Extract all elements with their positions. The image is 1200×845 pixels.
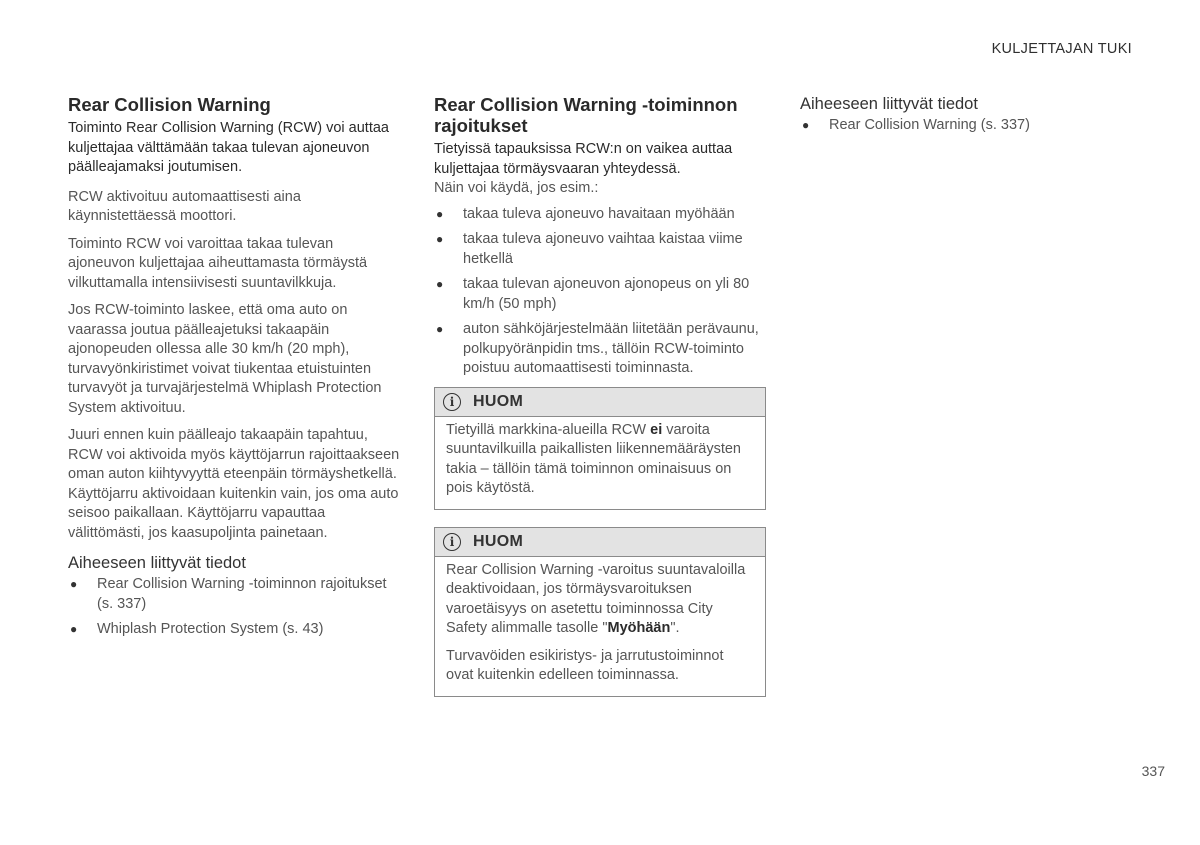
list-item-text: auton sähköjärjestelmään liitetään perävaunu, polkupyöränpidin tms., tällöin RCW-toiminto poistuu automaattisesti toiminnasta.: [463, 321, 759, 376]
related-link-text: Rear Collision Warning (s. 337): [829, 117, 1030, 133]
note-paragraph: [446, 561, 753, 639]
section-title: Rear Collision Warning: [68, 94, 271, 115]
bullet-icon: ●: [802, 118, 810, 132]
body-paragraph: Toiminto RCW voi varoittaa takaa tulevan ajoneuvon kuljettajaa aiheuttamasta törmäystä vilkuttamalla intensiivisesti suuntavilkkuja.: [68, 235, 368, 291]
note-body: [435, 557, 765, 696]
note-title: HUOM: [473, 392, 524, 410]
bullet-icon: ●: [436, 277, 444, 291]
note-title: HUOM: [473, 532, 524, 550]
list-item-text: takaa tulevan ajoneuvon ajonopeus on yli 80 km/h (50 mph): [463, 276, 750, 312]
note-box: [434, 527, 766, 697]
note-header: [435, 528, 765, 557]
related-heading: Aiheeseen liittyvät tiedot: [800, 95, 978, 113]
bullet-icon: ●: [70, 577, 78, 591]
section-title: Rear Collision Warning -toiminnon rajoitukset: [434, 94, 738, 136]
note-paragraph: Turvavöiden esikiristys- ja jarrutustoiminnot ovat kuitenkin edelleen toiminnassa.: [446, 647, 724, 683]
column-rear-collision-warning: [68, 94, 403, 646]
intro-paragraph: Toiminto Rear Collision Warning (RCW) voi auttaa kuljettajaa välttämään takaa tulevan ajoneuvon päälleajamaksi joutumisen.: [68, 120, 389, 175]
note-text: ".: [670, 620, 680, 636]
body-paragraph: RCW aktivoituu automaattisesti aina käynnistettäessä moottori.: [68, 188, 301, 224]
list-item: [434, 205, 766, 225]
page-number: 337: [1141, 763, 1165, 779]
related-link-text: Rear Collision Warning -toiminnon rajoitukset (s. 337): [97, 576, 387, 612]
note-header: [435, 388, 765, 417]
list-item: [434, 275, 766, 314]
note-box: [434, 387, 766, 510]
note-text: Tietyillä markkina-alueilla RCW: [446, 421, 651, 438]
related-list: [800, 116, 1100, 136]
body-paragraph: Juuri ennen kuin päälleajo takaapäin tapahtuu, RCW voi aktivoida myös käyttöjarrun rajoittaakseen oman auton kiihtyvyyttä eteenpäin törmäyshetkellä. Käyttöjarru aktivoidaan kuitenkin vain, jos oma auto seisoo paikallaan. Käyttöjarru vapauttaa välittömästi, jos kaasupoljinta painetaan.: [68, 427, 400, 541]
related-link[interactable]: [68, 575, 403, 614]
limitations-list: [434, 205, 766, 379]
related-link[interactable]: [68, 620, 403, 640]
note-paragraph: [446, 421, 753, 499]
note-text: Rear Collision Warning -varoitus suuntavaloilla deaktivoidaan, jos törmäysvaroituksen varoetäisyys on asetettu toiminnossa City Safety alimmalle tasolle ": [446, 561, 746, 636]
list-item-text: takaa tuleva ajoneuvo vaihtaa kaistaa viime hetkellä: [463, 231, 743, 267]
bullet-icon: ●: [70, 622, 78, 636]
related-heading: Aiheeseen liittyvät tiedot: [68, 554, 246, 572]
column-related: [800, 94, 1100, 142]
related-link-text: Whiplash Protection System (s. 43): [97, 621, 324, 637]
note-body: [435, 417, 765, 509]
list-item: [434, 320, 766, 379]
related-link[interactable]: [800, 116, 1100, 136]
bullet-icon: ●: [436, 232, 444, 246]
section-header: KULJETTAJAN TUKI: [991, 41, 1132, 57]
note-emphasis: ei: [650, 421, 663, 438]
note-text: varoita suuntavilkuilla paikallisten liikennemääräysten takia – tällöin tämä toiminnon ominaisuus on pois käytöstä.: [446, 421, 741, 496]
column-rcw-limitations: [434, 94, 766, 697]
list-item: [434, 230, 766, 269]
related-list: [68, 575, 403, 640]
intro-paragraph: Tietyissä tapauksissa RCW:n on vaikea auttaa kuljettajaa törmäysvaaran yhteydessä.: [434, 141, 733, 177]
bullet-icon: ●: [436, 322, 444, 336]
list-item-text: takaa tuleva ajoneuvo havaitaan myöhään: [463, 205, 735, 222]
info-icon: i: [443, 533, 461, 551]
note-emphasis: Myöhään: [607, 620, 671, 636]
body-paragraph: Jos RCW-toiminto laskee, että oma auto on vaarassa joutua päälleajetuksi takaapäin ajonopeuden ollessa alle 30 km/h (20 mph), turvavyönkiristimet voivat tiukentaa etuistuinten turvavyöt ja turvajärjestelmä Whiplash Protection System aktivoituu.: [68, 302, 382, 416]
info-icon: i: [443, 393, 461, 411]
intro-lead: Näin voi käydä, jos esim.:: [434, 180, 599, 196]
bullet-icon: ●: [436, 206, 444, 221]
